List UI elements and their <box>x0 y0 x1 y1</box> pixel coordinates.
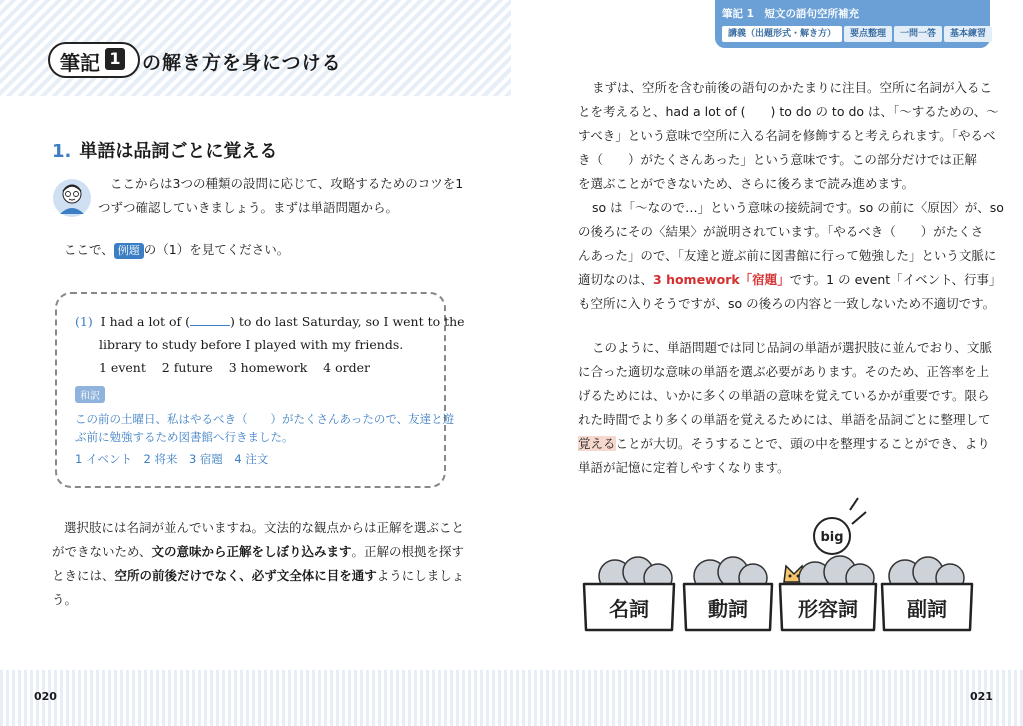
body-line-2b: 文の意味から正解をしぼり込みます <box>151 544 352 559</box>
example-instruction <box>64 238 289 262</box>
question-text-b: ) to do last Saturday, so I went to the <box>230 314 465 329</box>
body-line-2 <box>52 540 464 564</box>
example-prefix: ここで、 <box>64 242 114 257</box>
para3-line-5a: 覚える <box>578 436 616 451</box>
body-line-1: 選択肢には名詞が並んでいますね。文法的な観点からは正解を選ぶこと <box>64 520 465 535</box>
para1-line-1: まずは、空所を含む前後の語句のかたまりに注目。空所に名詞が入るこ <box>592 80 993 95</box>
intro-line-2: つずつ確認していきましょう。まずは単語問題から。 <box>98 200 399 215</box>
word-boxes-illustration <box>580 480 975 640</box>
translation-badge: 和訳 <box>75 386 105 403</box>
body-line-3c: ようにしましょ <box>376 568 465 583</box>
title-number: 1 <box>105 48 125 70</box>
example-badge: 例題 <box>114 243 144 259</box>
para2-line-4b: です。1 の event「イベント、行事」 <box>789 272 1002 287</box>
section-number: 1. <box>52 141 72 162</box>
box-label-adjective: 形容詞 <box>798 597 858 621</box>
bubble-text: big <box>820 530 844 545</box>
intro-line-1: ここからは3つの種類の設問に応じて、攻略するためのコツを1 <box>110 176 464 191</box>
choice-4: 4 order <box>323 360 370 375</box>
question-number: (1) <box>75 314 93 329</box>
question-line-1 <box>75 314 465 329</box>
title-prefix: 筆記 <box>60 51 100 75</box>
para2-line-5: も空所に入りそうですが、so の後ろの内容と一致しないため不適切です。 <box>578 296 996 311</box>
footer-band <box>0 670 1023 726</box>
para1-line-4: き（ ）がたくさんあった」という意味です。この部分だけでは正解 <box>578 152 977 167</box>
box-label-adverb: 副詞 <box>907 597 947 621</box>
para2-line-1: so は「～なので…」という意味の接続詞です。so の前に〈原因〉が、so <box>592 200 1004 215</box>
para3-line-5b: ことが大切。そうすることで、頭の中を整理することができ、より <box>615 436 990 451</box>
para1-line-2: とを考えると、had a lot of ( ) to do の to do は、「～するための、～ <box>578 104 999 119</box>
section-title-text: 単語は品詞ごとに覚える <box>79 141 278 162</box>
choice-3: 3 homework <box>228 360 308 375</box>
para2-line-2: の後ろにその〈結果〉が説明されています。「やるべき（ ）がたくさ <box>578 224 984 239</box>
translation-line-1: この前の土曜日、私はやるべき（ ）がたくさんあったので、友達と遊 <box>75 412 455 426</box>
para3-line-2: に合った適切な意味の単語を選ぶ必要があります。そのため、正答率を上 <box>578 364 990 379</box>
question-text-a: I had a lot of ( <box>100 314 191 329</box>
para3-line-1: このように、単語問題では同じ品詞の単語が選択肢に並んでおり、文脈 <box>592 340 993 355</box>
box-label-noun: 名詞 <box>609 597 649 621</box>
right-header-tabs <box>722 26 987 42</box>
choice-list <box>99 360 370 375</box>
para2-line-4 <box>578 268 1002 292</box>
right-page-number: 021 <box>970 690 993 703</box>
right-header-title: 筆記 1 短文の語句空所補充 <box>722 8 859 20</box>
choice-2: 2 future <box>161 360 213 375</box>
big-bubble-icon <box>814 498 866 554</box>
tab-key-points: 要点整理 <box>844 26 892 42</box>
answer-highlight: 3 homework「宿題」 <box>653 272 790 287</box>
body-line-2c: 。正解の根拠を探す <box>351 544 465 559</box>
teacher-avatar-icon <box>52 178 92 218</box>
tab-qa: 一問一答 <box>894 26 942 42</box>
para3-line-4: れた時間でより多くの単語を覚えるためには、単語を品詞ごとに整理して <box>578 412 991 427</box>
body-line-3 <box>52 564 464 588</box>
choice-1: 1 event <box>99 360 146 375</box>
box-label-verb: 動詞 <box>708 597 748 621</box>
para2-line-4a: 適切なのは、 <box>578 272 654 287</box>
para3-line-5 <box>578 432 990 456</box>
translation-line-2: ぶ前に勉強するため図書館へ行きました。 <box>75 430 294 444</box>
body-line-3a: ときには、 <box>52 568 115 583</box>
section-title <box>52 137 277 163</box>
translation-choices: 1 イベント 2 将来 3 宿題 4 注文 <box>75 452 269 466</box>
left-page-number: 020 <box>34 690 57 703</box>
para1-line-3: すべき」という意味で空所に入る名詞を修飾すると考えられます。「やるべ <box>578 128 996 143</box>
tab-lecture: 講義（出題形式・解き方） <box>722 26 842 42</box>
page-title: の解き方を身につける <box>142 52 342 74</box>
body-line-4: う。 <box>52 592 78 607</box>
para1-line-5: を選ぶことができないため、さらに後ろまで読み進めます。 <box>578 176 915 191</box>
example-suffix: の（1）を見てください。 <box>143 242 290 257</box>
answer-blank <box>190 325 230 326</box>
body-line-3b: 空所の前後だけでなく、必ず文全体に目を通す <box>114 568 377 583</box>
question-line-2: library to study before I played with my friends. <box>99 337 404 352</box>
para2-line-3: んあった」ので、「友達と遊ぶ前に図書館に行って勉強した」という文脈に <box>578 248 997 263</box>
body-line-2a: ができないため、 <box>52 544 152 559</box>
tab-practice: 基本練習 <box>944 26 992 42</box>
para3-line-3: げるためには、いかに多くの単語の意味を覚えているかが重要です。限ら <box>578 388 990 403</box>
para3-line-6: 単語が記憶に定着しやすくなります。 <box>578 460 790 475</box>
